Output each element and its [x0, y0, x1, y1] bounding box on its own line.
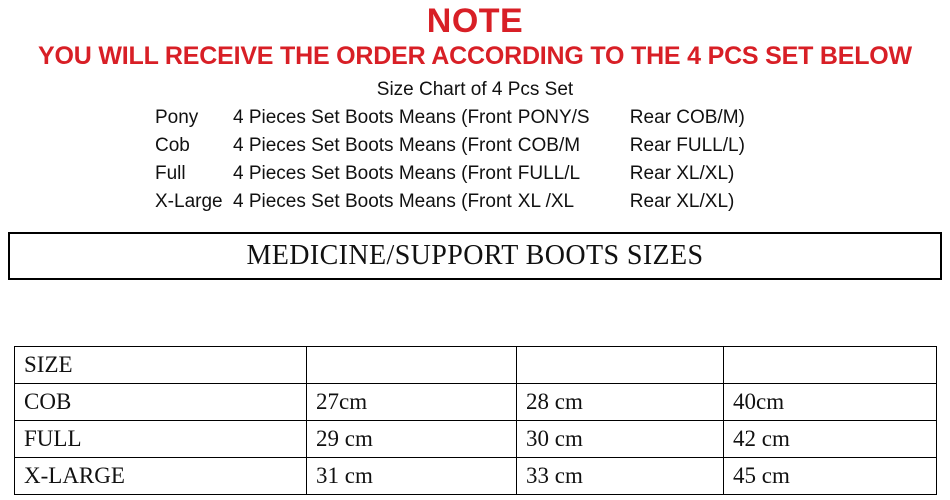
- size-front-value: XL /XL: [517, 191, 575, 212]
- size-label: Pony: [155, 107, 199, 128]
- size-rear-value: Rear FULL/L): [629, 135, 745, 156]
- table-row: [15, 458, 937, 495]
- table-cell-size: X-LARGE: [15, 458, 307, 495]
- size-chart-rows: [155, 104, 795, 216]
- boots-sizes-banner: [8, 232, 942, 280]
- size-label: X-Large: [155, 191, 223, 212]
- note-title: NOTE: [426, 2, 524, 40]
- size-chart-row: [155, 160, 795, 188]
- size-chart-title: Size Chart of 4 Pcs Set: [376, 79, 574, 100]
- table-cell-size: COB: [15, 384, 307, 421]
- table-cell-size: SIZE: [15, 347, 307, 384]
- size-description: 4 Pieces Set Boots Means (Front: [233, 135, 512, 156]
- size-label: Full: [155, 163, 186, 184]
- table-row: [15, 384, 937, 421]
- size-description: 4 Pieces Set Boots Means (Front: [233, 163, 512, 184]
- size-front-value: COB/M: [517, 135, 581, 156]
- size-chart-row: [155, 188, 795, 216]
- banner-text: MEDICINE/SUPPORT BOOTS SIZES: [246, 240, 704, 271]
- table-cell-col3: [517, 347, 724, 384]
- size-rear-value: Rear XL/XL): [629, 191, 735, 212]
- table-cell-col3: 33 cm: [517, 458, 724, 495]
- boots-size-table: [14, 346, 937, 495]
- size-front-value: PONY/S: [517, 107, 590, 128]
- note-subtitle: YOU WILL RECEIVE THE ORDER ACCORDING TO THE 4 PCS SET BELOW: [38, 42, 912, 70]
- table-row: [15, 421, 937, 458]
- table-cell-col4: 45 cm: [724, 458, 937, 495]
- size-label: Cob: [155, 135, 190, 156]
- size-description: 4 Pieces Set Boots Means (Front: [233, 191, 512, 212]
- table-cell-col4: 42 cm: [724, 421, 937, 458]
- table-row: [15, 347, 937, 384]
- size-front-value: FULL/L: [517, 163, 581, 184]
- table-cell-col4: 40cm: [724, 384, 937, 421]
- document-page: [0, 2, 950, 500]
- size-rear-value: Rear XL/XL): [629, 163, 735, 184]
- table-cell-col2: [307, 347, 517, 384]
- table-cell-col2: 31 cm: [307, 458, 517, 495]
- table-cell-col3: 30 cm: [517, 421, 724, 458]
- table-cell-col2: 27cm: [307, 384, 517, 421]
- table-cell-col2: 29 cm: [307, 421, 517, 458]
- size-rear-value: Rear COB/M): [629, 107, 745, 128]
- table-cell-size: FULL: [15, 421, 307, 458]
- size-chart-row: [155, 132, 795, 160]
- size-chart-row: [155, 104, 795, 132]
- table-cell-col3: 28 cm: [517, 384, 724, 421]
- size-description: 4 Pieces Set Boots Means (Front: [233, 107, 512, 128]
- table-cell-col4: [724, 347, 937, 384]
